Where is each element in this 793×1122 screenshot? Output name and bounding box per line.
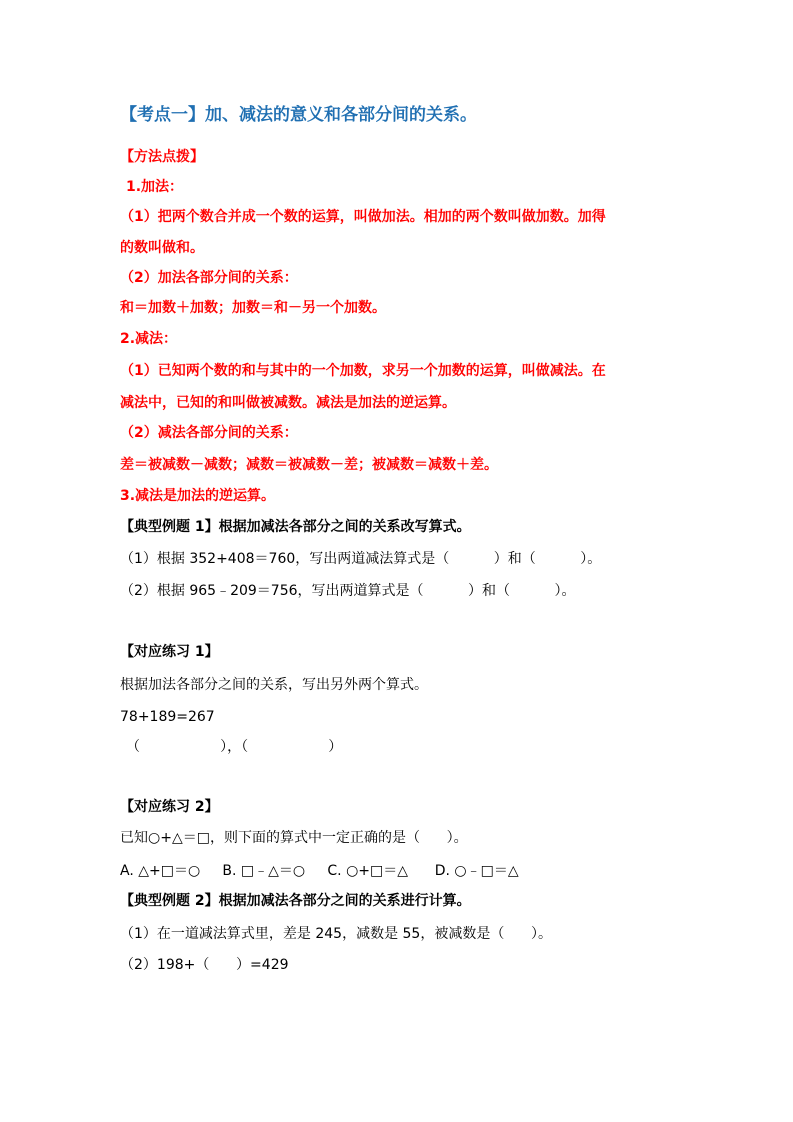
example2-question: （1）在一道减法算式里，差是 245，减数是 55，被减数是（ ）。 <box>120 926 553 942</box>
practice1-heading: 【对应练习 1】 <box>120 644 219 660</box>
practice1-blanks: （ ），（ ） <box>126 739 343 755</box>
method-line: 和＝加数＋加数；加数＝和－另一个加数。 <box>120 300 386 316</box>
method-line: 减法中，已知的和叫做被减数。减法是加法的逆运算。 <box>120 395 456 411</box>
practice2-heading: 【对应练习 2】 <box>120 799 219 815</box>
method-line: 差＝被减数－减数；减数＝被减数－差；被减数＝减数＋差。 <box>120 457 498 473</box>
example2-heading: 【典型例题 2】根据加减法各部分之间的关系进行计算。 <box>120 893 471 909</box>
method-line: （2）减法各部分间的关系： <box>120 425 298 441</box>
example1-question: （2）根据 965﹣209＝756，写出两道算式是（ ）和（ ）。 <box>120 583 576 599</box>
method-line: （1）把两个数合并成一个数的运算，叫做加法。相加的两个数叫做加数。加得 <box>120 209 606 225</box>
method-heading: 【方法点拨】 <box>120 149 204 165</box>
practice1-equation: 78+189=267 <box>120 709 215 725</box>
method-line: 2.减法： <box>120 331 178 347</box>
method-line: （1）已知两个数的和与其中的一个加数，求另一个加数的运算，叫做减法。在 <box>120 363 606 379</box>
practice1-prompt: 根据加法各部分之间的关系，写出另外两个算式。 <box>120 677 428 693</box>
method-line: 3.减法是加法的逆运算。 <box>120 488 276 504</box>
section-title: 【考点一】加、减法的意义和各部分间的关系。 <box>120 105 477 125</box>
method-line: （2）加法各部分间的关系： <box>120 270 298 286</box>
method-line: 1.加法： <box>126 179 184 195</box>
practice2-options: A. △+□＝○ B. □﹣△＝○ C. ○+□＝△ D. ○﹣□＝△ <box>120 863 519 879</box>
practice2-prompt: 已知○+△＝□，则下面的算式中一定正确的是（ ）。 <box>120 830 468 846</box>
method-line: 的数叫做和。 <box>120 240 204 256</box>
example2-question: （2）198+（ ）=429 <box>120 957 289 973</box>
example1-question: （1）根据 352+408＝760，写出两道减法算式是（ ）和（ ）。 <box>120 551 602 567</box>
example1-heading: 【典型例题 1】根据加减法各部分之间的关系改写算式。 <box>120 519 471 535</box>
